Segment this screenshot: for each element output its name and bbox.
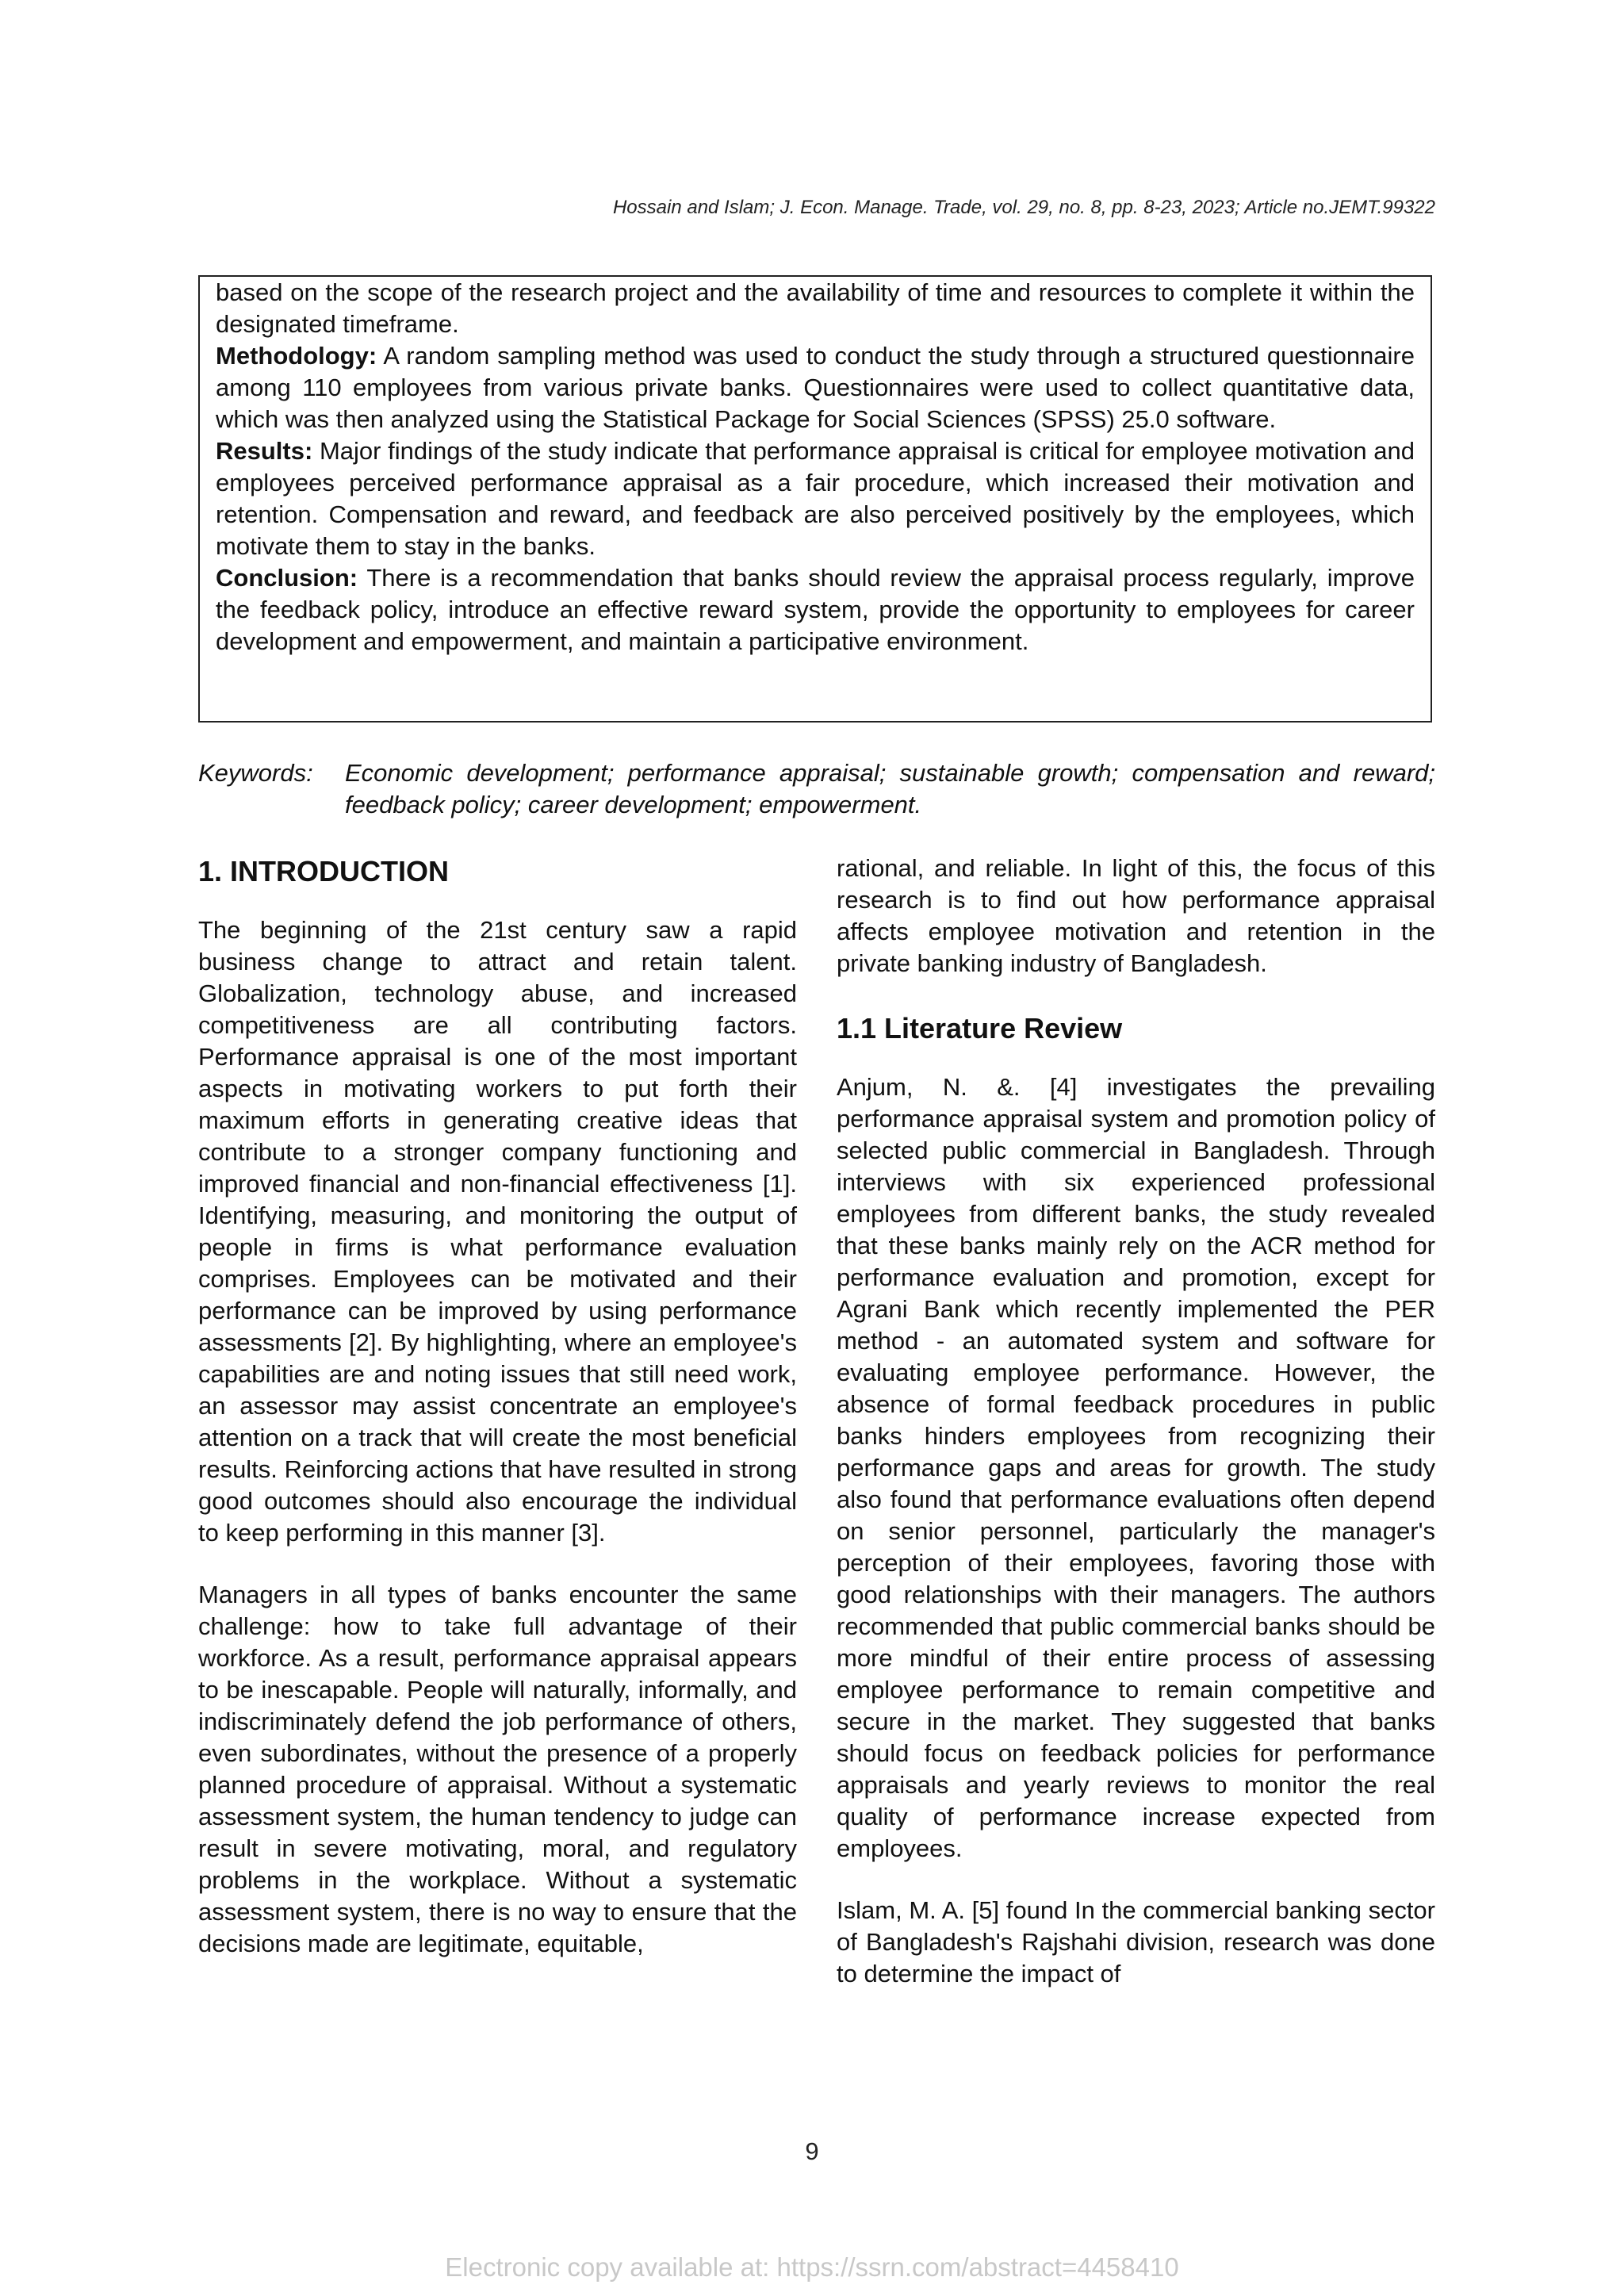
keywords-label: Keywords: [198, 759, 313, 787]
section-heading-introduction: 1. INTRODUCTION [198, 855, 450, 887]
page-number: 9 [805, 2137, 819, 2165]
abstract-methodology [216, 340, 1415, 435]
literature-review-paragraph-2: Islam, M. A. [5] found In the commercial banking sector of Bangladesh's Rajshahi division, research was done to determine the impact of [837, 1896, 1435, 1987]
introduction-paragraph-continued: rational, and reliable. In light of this, the focus of this research is to find out how performance appraisal affects employee motivation and retention in the private banking industry of Bangladesh. [837, 854, 1435, 977]
introduction-paragraph-2: Managers in all types of banks encounter the same challenge: how to take full advantage of their workforce. As a result, performance appraisal appears to be inescapable. People will naturally, informally, and indiscriminately defend the job performance of others, even subordinates, without the presence of a properly planned procedure of appraisal. Without a systematic assessment system, the human tendency to judge can result in severe motivating, moral, and regulatory problems in the workplace. Without a systematic assessment system, there is no way to ensure that the decisions made are legitimate, equitable, [198, 1581, 797, 1957]
keywords [198, 757, 1435, 821]
section-heading-literature-review: 1.1 Literature Review [837, 1012, 1123, 1045]
abstract-conclusion [216, 562, 1415, 657]
ssrn-footer: Electronic copy available at: https://ssrn.com/abstract=4458410 [445, 2252, 1179, 2282]
keywords-text: Economic development; performance appraisal; sustainable growth; compensation and reward; feedback policy; career development; empowerment. [345, 759, 1435, 818]
abstract-results [216, 435, 1415, 562]
abstract-box [198, 275, 1432, 723]
conclusion-text: There is a recommendation that banks should review the appraisal process regularly, improve the feedback policy, introduce an effective reward system, provide the opportunity to employees for career development and empowerment, and maintain a participative environment. [216, 564, 1415, 655]
introduction-paragraph-1: The beginning of the 21st century saw a rapid business change to attract and retain talent. Globalization, technology abuse, and increased competitiveness are all contributing factors. Performance appraisal is one of the most important aspects in motivating workers to put forth their maximum efforts in generating creative ideas that contribute to a stronger company functioning and improved financial and non-financial effectiveness [1]. Identifying, measuring, and monitoring the output of people in firms is what performance evaluation comprises. Employees can be motivated and their performance can be improved by using performance assessments [2]. By highlighting, where an employee's capabilities are and noting issues that still need work, an assessor may assist concentrate an employee's attention on a track that will create the most beneficial results. Reinforcing actions that have resulted in strong good outcomes should also encourage the individual to keep performing in this manner [3]. [198, 916, 797, 1547]
running-head: Hossain and Islam; J. Econ. Manage. Trade, vol. 29, no. 8, pp. 8-23, 2023; Article no.JEMT.99322 [612, 197, 1435, 218]
left-column [198, 853, 797, 1960]
abstract-intro: based on the scope of the research project and the availability of time and resources to complete it within the designated timeframe. [216, 278, 1415, 338]
results-label: Results: [216, 437, 313, 465]
right-column [837, 853, 1435, 1990]
results-text: Major findings of the study indicate that performance appraisal is critical for employee motivation and employees perceived performance appraisal as a fair procedure, which increased their motivation and retention. Compensation and reward, and feedback are also perceived positively by the employees, which motivate them to stay in the banks. [216, 437, 1415, 560]
methodology-label: Methodology: [216, 342, 377, 370]
literature-review-paragraph-1: Anjum, N. &. [4] investigates the prevailing performance appraisal system and promotion policy of selected public commercial in Bangladesh. Through interviews with six experienced professional employees from different banks, the study revealed that these banks mainly rely on the ACR method for performance evaluation and promotion, except for Agrani Bank which recently implemented the PER method - an automated system and software for evaluating employee performance. However, the absence of formal feedback procedures in public banks hinders employees from recognizing their performance gaps and areas for growth. The study also found that performance evaluations often depend on senior personnel, particularly the manager's perception of their employees, favoring those with good relationships with their managers. The authors recommended that public commercial banks should be more mindful of their entire process of assessing employee performance to remain competitive and secure in the market. They suggested that banks should focus on feedback policies for performance appraisals and yearly reviews to monitor the real quality of performance increase expected from employees. [837, 1073, 1435, 1862]
conclusion-label: Conclusion: [216, 564, 358, 592]
methodology-text: A random sampling method was used to conduct the study through a structured questionnaire among 110 employees from various private banks. Questionnaires were used to collect quantitative data, which was then analyzed using the Statistical Package for Social Sciences (SPSS) 25.0 software. [216, 342, 1415, 433]
